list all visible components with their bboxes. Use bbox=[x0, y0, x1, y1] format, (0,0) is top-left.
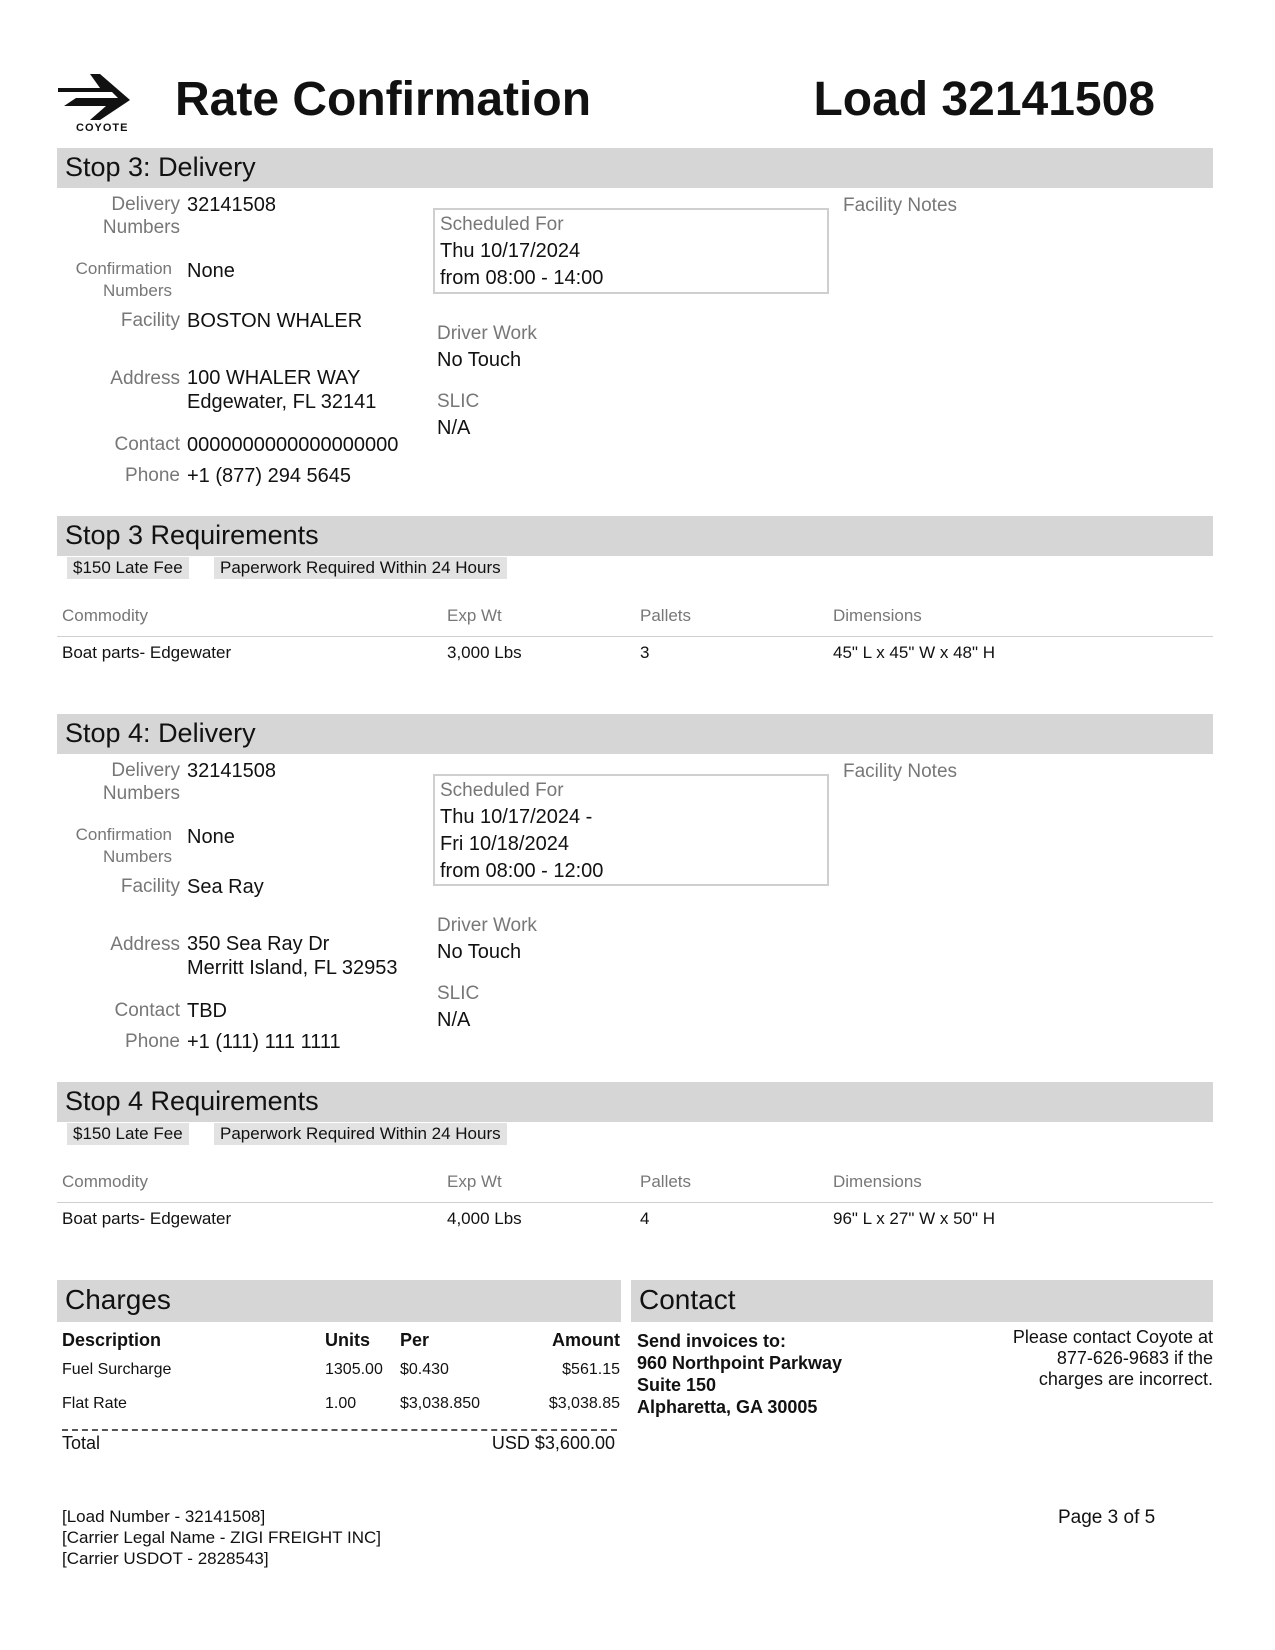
charges-col-amount: Amount bbox=[552, 1330, 620, 1350]
footer-carrier-name: [Carrier Legal Name - ZIGI FREIGHT INC] bbox=[62, 1528, 381, 1547]
stop3-contact-label: Contact bbox=[114, 434, 180, 455]
total-divider bbox=[62, 1429, 617, 1431]
label-line: Delivery bbox=[111, 194, 180, 215]
table-divider bbox=[57, 1202, 1213, 1203]
column-dimensions: Dimensions bbox=[833, 606, 922, 625]
footer-usdot: [Carrier USDOT - 2828543] bbox=[62, 1549, 269, 1568]
label-line: Numbers bbox=[102, 783, 180, 804]
label-line: Numbers bbox=[102, 217, 180, 238]
stop3-confirmation-numbers-label bbox=[55, 258, 172, 302]
column-commodity: Commodity bbox=[62, 606, 148, 625]
scheduled-for-label: Scheduled For bbox=[440, 214, 564, 235]
charges-col-per: Per bbox=[400, 1330, 430, 1350]
send-invoices-label: Send invoices to: bbox=[637, 1331, 787, 1351]
stop4-confirmation-numbers-label bbox=[55, 824, 172, 868]
stop4-heading: Stop 4: Delivery bbox=[65, 718, 256, 748]
dimensions-cell: 96" L x 27" W x 50" H bbox=[833, 1209, 996, 1228]
column-pallets: Pallets bbox=[640, 606, 692, 625]
stop3-delivery-numbers-label bbox=[60, 193, 180, 239]
stop3-driver-work: No Touch bbox=[437, 349, 522, 371]
charge-amount: $3,038.85 bbox=[548, 1395, 620, 1412]
charge-description: Flat Rate bbox=[62, 1395, 127, 1412]
charge-per: $0.430 bbox=[400, 1361, 449, 1378]
charges-col-units: Units bbox=[325, 1330, 370, 1350]
stop4-delivery-numbers: 32141508 bbox=[187, 760, 276, 782]
total-value: USD $3,600.00 bbox=[491, 1433, 615, 1453]
coyote-logo-mark-icon bbox=[56, 72, 132, 122]
pallets-cell: 3 bbox=[640, 643, 650, 662]
column-exp-wt: Exp Wt bbox=[447, 606, 502, 625]
stop4-contact-label: Contact bbox=[114, 1000, 180, 1021]
table-divider bbox=[57, 636, 1213, 637]
commodity-cell: Boat parts- Edgewater bbox=[62, 643, 232, 662]
column-dimensions: Dimensions bbox=[833, 1172, 922, 1191]
label-line: Numbers bbox=[103, 847, 172, 866]
stop3-schedule-box bbox=[433, 208, 829, 294]
stop3-header bbox=[57, 148, 1213, 188]
stop3-phone-label: Phone bbox=[125, 465, 180, 486]
stop3-driver-work-label: Driver Work bbox=[437, 323, 537, 344]
charge-units: 1305.00 bbox=[325, 1361, 383, 1378]
charge-units: 1.00 bbox=[325, 1395, 357, 1412]
schedule-line: Fri 10/18/2024 bbox=[440, 833, 569, 855]
contact-note: Please contact Coyote at 877-626-9683 if the charges are incorrect. bbox=[1012, 1327, 1213, 1389]
label-line: Confirmation bbox=[75, 825, 172, 844]
stop3-phone: +1 (877) 294 5645 bbox=[187, 465, 352, 487]
exp-wt-cell: 4,000 Lbs bbox=[447, 1209, 522, 1228]
scheduled-for-label: Scheduled For bbox=[440, 780, 564, 801]
stop3-slic-label: SLIC bbox=[437, 391, 480, 412]
late-fee-tag: $150 Late Fee bbox=[67, 557, 189, 579]
total-label: Total bbox=[62, 1433, 101, 1453]
stop3-heading: Stop 3: Delivery bbox=[65, 152, 256, 182]
stop3-facility: BOSTON WHALER bbox=[187, 310, 363, 332]
label-line: Delivery bbox=[111, 760, 180, 781]
stop4-schedule-box bbox=[433, 774, 829, 886]
stop4-requirements-header bbox=[57, 1082, 1213, 1122]
charge-description: Fuel Surcharge bbox=[62, 1361, 172, 1378]
load-number: Load 32141508 bbox=[813, 73, 1155, 126]
stop4-contact: TBD bbox=[187, 1000, 227, 1022]
pallets-cell: 4 bbox=[640, 1209, 650, 1228]
charges-heading: Charges bbox=[65, 1284, 171, 1315]
schedule-line: from 08:00 - 12:00 bbox=[440, 860, 604, 882]
stop3-contact: 0000000000000000000 bbox=[187, 434, 399, 456]
exp-wt-cell: 3,000 Lbs bbox=[447, 643, 522, 662]
stop4-requirements-heading: Stop 4 Requirements bbox=[65, 1086, 319, 1116]
stop4-facility-label: Facility bbox=[120, 876, 180, 897]
stop3-requirements-header bbox=[57, 516, 1213, 556]
column-commodity: Commodity bbox=[62, 1172, 148, 1191]
stop3-slic: N/A bbox=[437, 417, 471, 439]
label-line: Confirmation bbox=[75, 259, 172, 278]
stop4-address-label: Address bbox=[110, 934, 180, 955]
stop4-facility-notes-label: Facility Notes bbox=[843, 761, 958, 782]
label-line: Numbers bbox=[103, 281, 172, 300]
page-title: Rate Confirmation bbox=[175, 73, 592, 126]
invoice-address-line: 960 Northpoint Parkway bbox=[637, 1353, 843, 1373]
stop4-phone-label: Phone bbox=[125, 1031, 180, 1052]
commodity-cell: Boat parts- Edgewater bbox=[62, 1209, 232, 1228]
schedule-line: Thu 10/17/2024 bbox=[440, 240, 581, 262]
stop3-delivery-numbers: 32141508 bbox=[187, 194, 276, 216]
late-fee-tag: $150 Late Fee bbox=[67, 1123, 189, 1145]
stop4-confirmation-numbers: None bbox=[187, 826, 235, 848]
paperwork-tag: Paperwork Required Within 24 Hours bbox=[214, 1123, 507, 1145]
schedule-line: Thu 10/17/2024 - bbox=[440, 806, 593, 828]
stop4-delivery-numbers-label bbox=[60, 759, 180, 805]
page-number: Page 3 of 5 bbox=[1058, 1507, 1156, 1528]
column-pallets: Pallets bbox=[640, 1172, 692, 1191]
contact-heading: Contact bbox=[639, 1284, 736, 1315]
invoice-address-line: Suite 150 bbox=[637, 1375, 717, 1395]
coyote-logo bbox=[56, 72, 132, 134]
footer-load-number: [Load Number - 32141508] bbox=[62, 1507, 266, 1526]
stop3-facility-label: Facility bbox=[120, 310, 180, 331]
stop4-facility: Sea Ray bbox=[187, 876, 264, 898]
charge-per: $3,038.850 bbox=[400, 1395, 481, 1412]
stop4-slic-label: SLIC bbox=[437, 983, 480, 1004]
stop4-header bbox=[57, 714, 1213, 754]
schedule-line: from 08:00 - 14:00 bbox=[440, 267, 604, 289]
stop3-facility-notes-label: Facility Notes bbox=[843, 195, 958, 216]
paperwork-tag: Paperwork Required Within 24 Hours bbox=[214, 557, 507, 579]
logo-text: COYOTE bbox=[76, 122, 129, 134]
charge-amount: $561.15 bbox=[562, 1361, 620, 1378]
stop4-driver-work-label: Driver Work bbox=[437, 915, 537, 936]
contact-header bbox=[631, 1280, 1213, 1322]
stop4-address-line1: 350 Sea Ray Dr bbox=[187, 933, 330, 955]
stop4-slic: N/A bbox=[437, 1009, 471, 1031]
invoice-address-line: Alpharetta, GA 30005 bbox=[637, 1397, 818, 1417]
charges-header bbox=[57, 1280, 621, 1322]
charges-col-description: Description bbox=[62, 1330, 162, 1350]
stop4-phone: +1 (111) 111 1111 bbox=[187, 1031, 341, 1053]
stop3-requirements-heading: Stop 3 Requirements bbox=[65, 520, 319, 550]
stop3-address-line1: 100 WHALER WAY bbox=[187, 367, 361, 389]
stop3-address-label: Address bbox=[110, 368, 180, 389]
dimensions-cell: 45" L x 45" W x 48" H bbox=[833, 643, 996, 662]
stop3-confirmation-numbers: None bbox=[187, 260, 235, 282]
column-exp-wt: Exp Wt bbox=[447, 1172, 502, 1191]
stop3-address-line2: Edgewater, FL 32141 bbox=[187, 391, 377, 413]
stop4-driver-work: No Touch bbox=[437, 941, 522, 963]
stop4-address-line2: Merritt Island, FL 32953 bbox=[187, 957, 398, 979]
